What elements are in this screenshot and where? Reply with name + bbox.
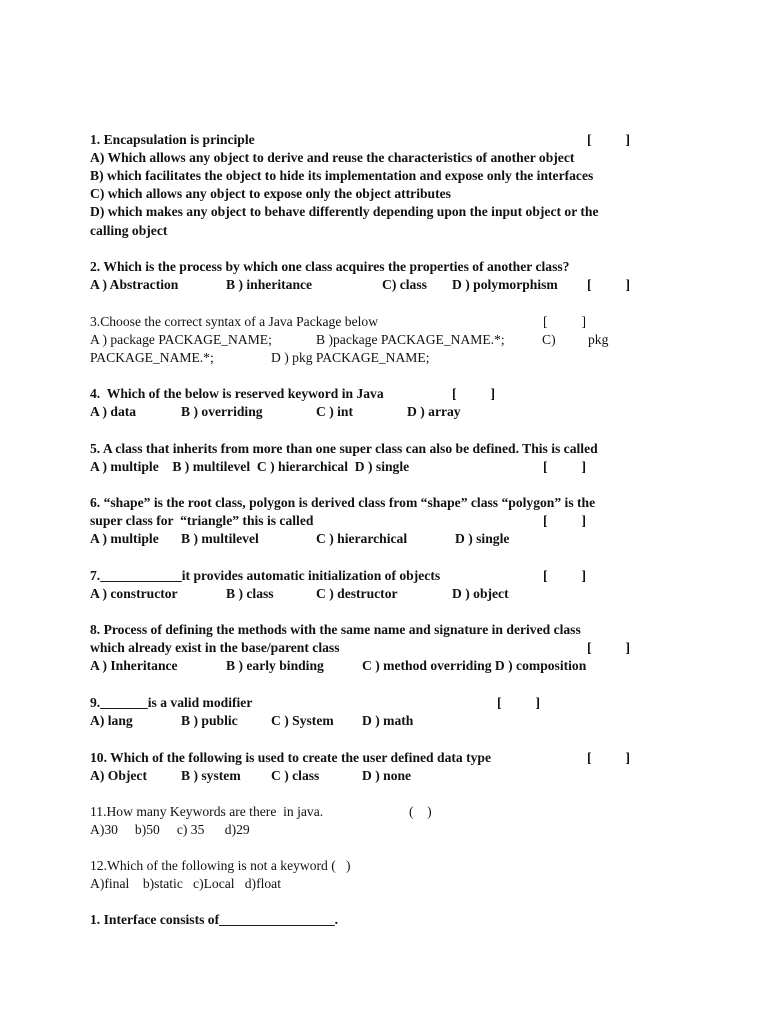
q12-options: A)final b)static c)Local d)float xyxy=(90,876,281,891)
q8-stem: 8. Process of defining the methods with the same name and signature in derived class xyxy=(90,622,581,637)
q3-option-a: A ) package PACKAGE_NAME; xyxy=(90,332,272,347)
q7-answer-box: [ ] xyxy=(543,568,587,583)
q3-option-c: C) xyxy=(542,332,556,347)
q2-option-d: D ) polymorphism xyxy=(452,277,558,292)
q10-option-a: A) Object xyxy=(90,768,147,783)
q11-stem: 11.How many Keywords are there in java. xyxy=(90,804,324,819)
q3-option-b: B )package PACKAGE_NAME.*; xyxy=(316,332,505,347)
q10-option-c: C ) class xyxy=(271,768,320,783)
q9-option-d: D ) math xyxy=(362,713,414,728)
q2-option-a: A ) Abstraction xyxy=(90,277,179,292)
q9-option-a: A) lang xyxy=(90,713,133,728)
q7-stem: 7.____________it provides automatic initialization of objects xyxy=(90,568,441,583)
q2-answer-box: [ ] xyxy=(587,277,631,292)
q1-option-c: C) which allows any object to expose only the object attributes xyxy=(90,186,451,201)
q8-answer-box: [ ] xyxy=(587,640,631,655)
q1-stem: 1. Encapsulation is principle xyxy=(90,132,255,147)
q6-option-b: B ) multilevel xyxy=(181,531,259,546)
q7-option-b: B ) class xyxy=(226,586,274,601)
q7-option-a: A ) constructor xyxy=(90,586,178,601)
q4-option-c: C ) int xyxy=(316,404,354,419)
q5-stem: 5. A class that inherits from more than one super class can also be defined. This is called xyxy=(90,441,598,456)
q6-stem-cont: super class for “triangle” this is called xyxy=(90,513,314,528)
q7-option-c: C ) destructor xyxy=(316,586,398,601)
q10-option-b: B ) system xyxy=(181,768,241,783)
q9-option-c: C ) System xyxy=(271,713,334,728)
q3-answer-box: [ ] xyxy=(543,314,587,329)
q4-stem: 4. Which of the below is reserved keyword in Java xyxy=(90,386,384,401)
q1-option-a: A) Which allows any object to derive and reuse the characteristics of another object xyxy=(90,150,575,165)
q1-answer-box: [ ] xyxy=(587,132,631,147)
q6-stem: 6. “shape” is the root class, polygon is derived class from “shape” class “polygon” is the xyxy=(90,495,596,510)
q11-answer-box: ( ) xyxy=(409,804,432,819)
q9-stem: 9._______is a valid modifier xyxy=(90,695,253,710)
q5-answer-box: [ ] xyxy=(543,459,587,474)
q9-option-b: B ) public xyxy=(181,713,238,728)
q4-option-d: D ) array xyxy=(407,404,461,419)
q11-options: A)30 b)50 c) 35 d)29 xyxy=(90,822,250,837)
q4-answer-box: [ ] xyxy=(452,386,496,401)
q10-answer-box: [ ] xyxy=(587,750,631,765)
q3-option-c-line2: PACKAGE_NAME.*; xyxy=(90,350,214,365)
q1-option-b: B) which facilitates the object to hide its implementation and expose only the interfaces xyxy=(90,168,594,183)
q6-option-c: C ) hierarchical xyxy=(316,531,408,546)
q6-answer-box: [ ] xyxy=(543,513,587,528)
q1-option-d-cont: calling object xyxy=(90,223,168,238)
q2-option-c: C) class xyxy=(382,277,427,292)
q8-option-c-d: C ) method overriding D ) composition xyxy=(362,658,587,673)
q10-option-d: D ) none xyxy=(362,768,412,783)
q7-option-d: D ) object xyxy=(452,586,509,601)
q2-option-b: B ) inheritance xyxy=(226,277,313,292)
q10-stem: 10. Which of the following is used to create the user defined data type xyxy=(90,750,492,765)
q12-stem: 12.Which of the following is not a keyword ( ) xyxy=(90,858,351,873)
q8-stem-cont: which already exist in the base/parent class xyxy=(90,640,340,655)
q8-option-a: A ) Inheritance xyxy=(90,658,178,673)
q6-option-d: D ) single xyxy=(455,531,510,546)
q8-option-b: B ) early binding xyxy=(226,658,324,673)
q2-stem: 2. Which is the process by which one class acquires the properties of another class? xyxy=(90,259,570,274)
q5-options: A ) multiple B ) multilevel C ) hierarchical D ) single xyxy=(90,459,410,474)
q3-option-d: D ) pkg PACKAGE_NAME; xyxy=(271,350,430,365)
fill-blank-1: 1. Interface consists of_________________. xyxy=(90,912,339,927)
q4-option-b: B ) overriding xyxy=(181,404,263,419)
q6-option-a: A ) multiple xyxy=(90,531,159,546)
q1-option-d: D) which makes any object to behave differently depending upon the input object or the xyxy=(90,204,599,219)
q3-option-c-cont: pkg xyxy=(588,332,609,347)
q4-option-a: A ) data xyxy=(90,404,137,419)
q3-stem: 3.Choose the correct syntax of a Java Package below xyxy=(90,314,379,329)
q9-answer-box: [ ] xyxy=(497,695,541,710)
